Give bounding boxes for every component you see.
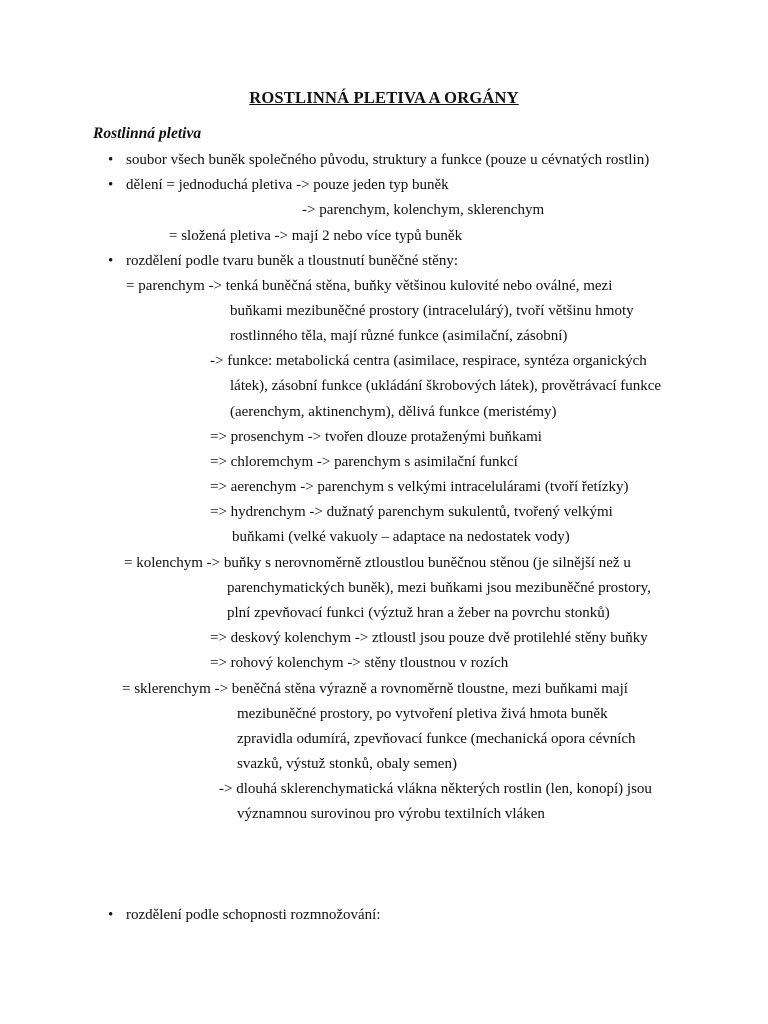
text-line: rostlinného těla, mají různé funkce (asimilační, zásobní): [230, 328, 568, 344]
text-line: -> funkce: metabolická centra (asimilace, respirace, syntéza organických: [210, 353, 647, 369]
text-line: = kolenchym -> buňky s nerovnoměrně ztloustlou buněčnou stěnou (je silnější než u: [124, 555, 631, 571]
document-title: ROSTLINNÁ PLETIVA A ORGÁNY: [249, 88, 519, 107]
text-line: (aerenchym, aktinenchym), dělivá funkce (meristémy): [230, 404, 557, 420]
text-line: rozdělení podle schopnosti rozmnožování:: [126, 907, 381, 923]
text-line: = sklerenchym -> beněčná stěna výrazně a rovnoměrně tloustne, mezi buňkami mají: [122, 681, 628, 697]
bullet-marker: •: [108, 907, 114, 923]
text-line: mezibuněčné prostory, po vytvoření pletiva živá hmota buněk: [237, 706, 608, 722]
text-line: zpravidla odumírá, zpevňovací funkce (mechanická opora cévních: [237, 731, 636, 747]
text-line: => chloremchym -> parenchym s asimilační funkcí: [210, 454, 518, 470]
text-line: soubor všech buněk společného původu, struktury a funkce (pouze u cévnatých rostlin): [126, 152, 650, 168]
text-line: látek), zásobní funkce (ukládání škrobových látek), provětrávací funkce: [230, 378, 662, 394]
text-line: dělení = jednoduchá pletiva -> pouze jeden typ buněk: [126, 177, 449, 193]
text-line: => aerenchym -> parenchym s velkými intracelulárami (tvoří řetízky): [210, 479, 629, 495]
text-line: významnou surovinou pro výrobu textilních vláken: [237, 806, 545, 822]
text-line: = parenchym -> tenká buněčná stěna, buňky většinou kulovité nebo oválné, mezi: [126, 278, 613, 294]
text-line: -> parenchym, kolenchym, sklerenchym: [302, 202, 545, 218]
text-line: = složená pletiva -> mají 2 nebo více typů buněk: [169, 228, 463, 244]
bullet-marker: •: [108, 177, 114, 193]
text-line: buňkami mezibuněčné prostory (intracelulárý), tvoří většinu hmoty: [230, 303, 634, 319]
text-line: svazků, výstuž stonků, obaly semen): [237, 756, 457, 772]
text-line: plní zpevňovací funkci (výztuž hran a žeber na povrchu stonků): [227, 605, 610, 621]
text-line: parenchymatických buněk), mezi buňkami jsou mezibuněčné prostory,: [227, 580, 651, 596]
text-line: buňkami (velké vakuoly – adaptace na nedostatek vody): [232, 529, 570, 545]
text-line: rozdělení podle tvaru buněk a tloustnutí buněčné stěny:: [126, 253, 458, 269]
text-line: => rohový kolenchym -> stěny tloustnou v rozích: [210, 655, 509, 671]
text-line: => prosenchym -> tvořen dlouze protaženými buňkami: [210, 429, 542, 445]
bullet-marker: •: [108, 253, 114, 269]
section-heading: Rostlinná pletiva: [93, 125, 202, 142]
bullet-marker: •: [108, 152, 114, 168]
text-line: -> dlouhá sklerenchymatická vlákna některých rostlin (len, konopí) jsou: [219, 781, 652, 797]
text-line: => hydrenchym -> dužnatý parenchym sukulentů, tvořený velkými: [210, 504, 613, 520]
text-line: => deskový kolenchym -> ztloustl jsou pouze dvě protilehlé stěny buňky: [210, 630, 648, 646]
